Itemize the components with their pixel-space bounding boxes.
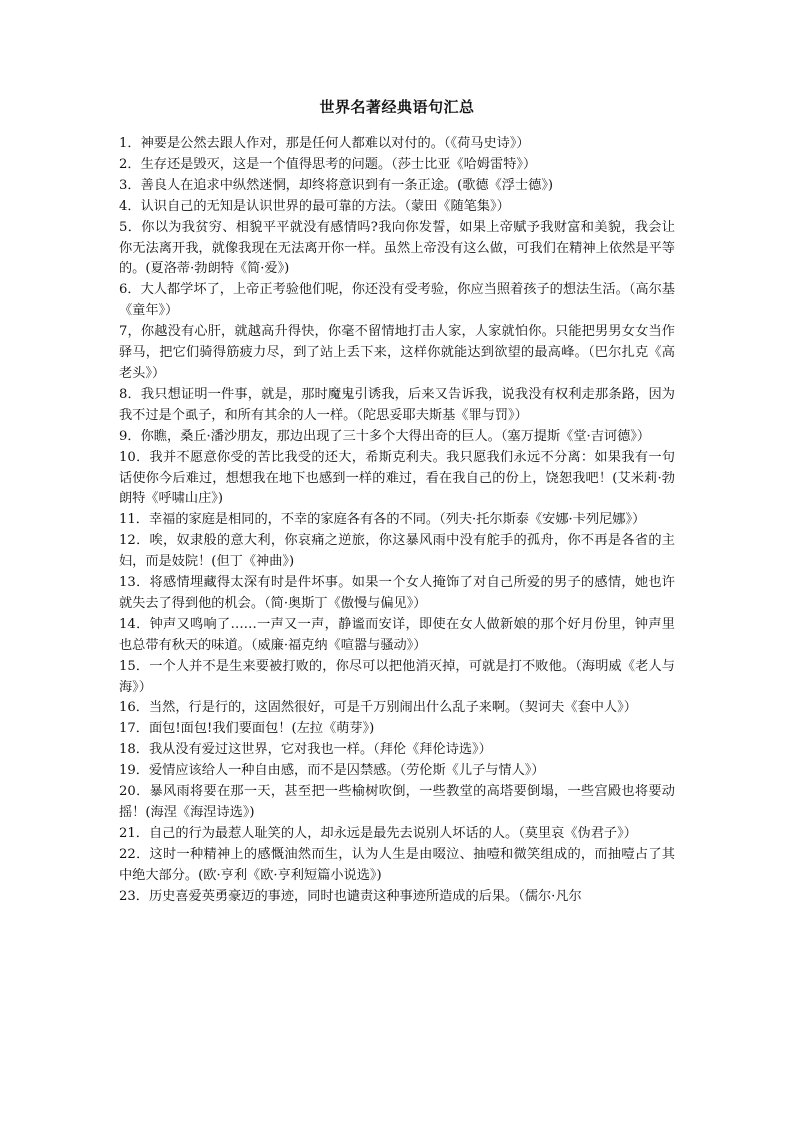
quote-item: 7，你越没有心肝，就越高升得快，你毫不留情地打击人家，人家就怕你。只能把男男女女当作驿马，把它们骑得筋疲力尽，到了站上丢下来，这样你就能达到欲望的最高峰。（巴尔扎克《高老头》） bbox=[119, 324, 675, 381]
quote-item: 11．幸福的家庭是相同的，不幸的家庭各有各的不同。（列夫·托尔斯泰《安娜·卡列尼娜》） bbox=[119, 512, 646, 528]
quote-item: 2．生存还是毁灭，这是一个值得思考的问题。（莎士比亚《哈姆雷特》） bbox=[119, 156, 537, 172]
quote-list bbox=[119, 134, 675, 908]
quote-item: 14．钟声又鸣响了……一声又一声，静谧而安详，即使在女人做新娘的那个好月份里，钟声里也总带有秋天的味道。（威廉·福克纳《喧嚣与骚动》） bbox=[119, 616, 675, 653]
quote-item: 23．历史喜爱英勇豪迈的事迹，同时也谴责这种事迹所造成的后果。（儒尔·凡尔 bbox=[119, 888, 582, 904]
quote-item: 18．我从没有爱过这世界，它对我也一样。（拜伦《拜伦诗选》） bbox=[119, 742, 492, 758]
quote-item: 13．将感情埋藏得太深有时是件坏事。如果一个女人掩饰了对自己所爱的男子的感情，她也许就失去了得到他的机会。（简·奥斯丁《傲慢与偏见》） bbox=[119, 575, 675, 611]
quote-item: 15．一个人并不是生来要被打败的，你尽可以把他消灭掉，可就是打不败他。（海明威《老人与海》） bbox=[119, 658, 675, 695]
quote-item: 17．面包!面包!我们要面包！(左拉《萌芽》) bbox=[119, 721, 375, 737]
quote-item: 10．我并不愿意你受的苦比我受的还大，希斯克利夫。我只愿我们永远不分离：如果我有一句话使你今后难过，想想我在地下也感到一样的难过，看在我自己的份上，饶恕我吧！(艾米莉·勃朗特《呼啸山庄》) bbox=[119, 449, 675, 507]
quote-item: 6．大人都学坏了，上帝正考验他们呢，你还没有受考验，你应当照着孩子的想法生活。（高尔基《童年》） bbox=[119, 282, 675, 319]
quote-item: 4．认识自己的无知是认识世界的最可靠的方法。（蒙田《随笔集》） bbox=[119, 198, 510, 214]
quote-item: 12．唉，奴隶般的意大利，你哀痛之逆旅，你这暴风雨中没有舵手的孤舟，你不再是各省的主妇，而是妓院！(但丁《神曲》) bbox=[119, 533, 675, 570]
quote-item: 5．你以为我贫穷、相貌平平就没有感情吗?我向你发誓，如果上帝赋予我财富和美貌，我会让你无法离开我，就像我现在无法离开你一样。虽然上帝没有这么做，可我们在精神上依然是平等的。(夏洛蒂·勃朗特《简·爱》) bbox=[119, 219, 675, 277]
quote-item: 3．善良人在追求中纵然迷惘，却终将意识到有一条正途。(歌德《浮士德》) bbox=[119, 177, 554, 193]
quote-item: 1．神要是公然去跟人作对，那是任何人都难以对付的。（《荷马史诗》） bbox=[119, 136, 530, 151]
document-title: 世界名著经典语句汇总 bbox=[319, 98, 475, 116]
quote-item: 9．你瞧，桑丘·潘沙朋友，那边出现了三十多个大得出奇的巨人。（塞万提斯《堂·吉诃德》） bbox=[119, 428, 651, 444]
quote-item: 21．自己的行为最惹人耻笑的人，却永远是最先去说别人坏话的人。（莫里哀《伪君子》） bbox=[119, 825, 637, 841]
quote-item: 8．我只想证明一件事，就是，那时魔鬼引诱我，后来又告诉我，说我没有权利走那条路，因为我不过是个虱子，和所有其余的人一样。（陀思妥耶夫斯基《罪与罚》） bbox=[119, 386, 675, 423]
quote-item: 16．当然，行是行的，这固然很好，可是千万别闹出什么乱子来啊。（契诃夫《套中人》） bbox=[119, 700, 637, 716]
quote-item: 22．这时一种精神上的感慨油然而生，认为人生是由啜泣、抽噎和微笑组成的，而抽噎占了其中绝大部分。(欧·亨利《欧·亨利短篇小说选》) bbox=[119, 846, 675, 883]
quote-item: 19．爱情应该给人一种自由感，而不是囚禁感。（劳伦斯《儿子与情人》） bbox=[119, 763, 545, 779]
quote-item: 20．暴风雨将要在那一天，甚至把一些榆树吹倒，一些教堂的高塔要倒塌，一些宫殿也将要动摇！(海涅《海涅诗选》) bbox=[119, 784, 675, 820]
